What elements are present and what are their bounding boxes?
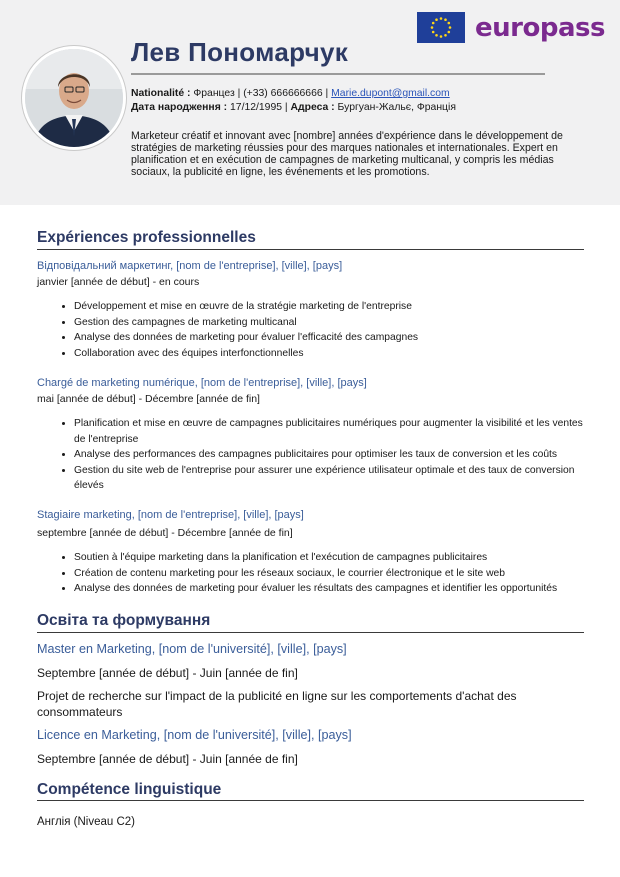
job-title: Відповідальний маркетинг, [nom de l'entreprise], [ville], [pays]	[37, 260, 343, 272]
candidate-name: Лев Пономарчук	[131, 37, 349, 67]
experience-section-title: Expériences professionnelles	[37, 229, 256, 246]
eu-flag-icon	[417, 12, 465, 43]
email-link[interactable]: Marie.dupont@gmail.com	[331, 88, 450, 99]
list-item: • Création de contenu marketing pour les réseaux sociaux, le courrier électronique et le site web	[74, 566, 584, 582]
profile-summary: Marketeur créatif et innovant avec [nombre] années d'expérience dans le développement de stratégies de marketing réussies pour des marques nationales et internationales. Expert en planification et en exécution de campagnes de marketing multicanal, y compris les médias sociaux, la publicité en ligne, les événements et les promotions.	[131, 130, 563, 178]
contact-line-2: Дата народження : 17/12/1995 | Адреса : Бургуан-Жальє, Франція	[131, 102, 456, 113]
education-title: Licence en Marketing, [nom de l'université], [ville], [pays]	[37, 728, 352, 742]
birth-value: 17/12/1995	[230, 102, 283, 113]
job-dates: septembre [année de début] - Décembre [année de fin]	[37, 527, 293, 539]
languages-section-title: Compétence linguistique	[37, 781, 222, 798]
experience-divider	[37, 249, 584, 250]
europass-wordmark: europass	[475, 12, 605, 43]
name-divider	[131, 73, 545, 75]
list-item: • Analyse des données de marketing pour évaluer l'efficacité des campagnes	[74, 330, 584, 346]
education-title: Master en Marketing, [nom de l'université], [ville], [pays]	[37, 642, 347, 656]
job-dates: mai [année de début] - Décembre [année de fin]	[37, 393, 260, 405]
education-section-title: Освіта та формування	[37, 612, 211, 629]
europass-logo	[417, 12, 605, 43]
contact-line-1: Nationalité : Францез | (+33) 666666666 | Marie.dupont@gmail.com	[131, 88, 450, 99]
job-dates: janvier [année de début] - en cours	[37, 276, 200, 288]
job-bullet-list	[56, 550, 584, 597]
list-item: • Collaboration avec des équipes interfonctionnelles	[74, 346, 584, 362]
birth-label: Дата народження :	[131, 102, 228, 113]
phone-value: (+33) 666666666	[243, 88, 323, 99]
list-item: • Gestion des campagnes de marketing multicanal	[74, 315, 584, 331]
nationality-label: Nationalité :	[131, 88, 191, 99]
job-bullet-list	[56, 416, 584, 494]
contact-info	[131, 87, 456, 115]
job-bullet-list	[56, 299, 584, 361]
nationality-value: Францез	[193, 88, 235, 99]
education-dates: Septembre [année de début] - Juin [année de fin]	[37, 666, 298, 680]
list-item: • Soutien à l'équipe marketing dans la planification et l'exécution de campagnes publicitaires	[74, 550, 584, 566]
list-item: • Planification et mise en œuvre de campagnes publicitaires numériques pour augmenter la visibilité et les ventes de l'entreprise	[74, 416, 584, 447]
education-dates: Septembre [année de début] - Juin [année de fin]	[37, 752, 298, 766]
education-description: Projet de recherche sur l'impact de la publicité en ligne sur les comportements d'achat des consommateurs	[37, 689, 517, 719]
job-title: Stagiaire marketing, [nom de l'entreprise], [ville], [pays]	[37, 509, 304, 521]
job-title: Chargé de marketing numérique, [nom de l'entreprise], [ville], [pays]	[37, 377, 367, 389]
list-item: • Analyse des performances des campagnes publicitaires pour optimiser les taux de conversion et les coûts	[74, 447, 584, 463]
profile-photo	[22, 46, 126, 150]
education-divider	[37, 632, 584, 633]
address-value: Бургуан-Жальє, Франція	[337, 102, 456, 113]
languages-divider	[37, 800, 584, 801]
list-item: • Analyse des données de marketing pour évaluer les résultats des campagnes et identifier les opportunités	[74, 581, 584, 597]
list-item: • Développement et mise en œuvre de la stratégie marketing de l'entreprise	[74, 299, 584, 315]
address-label: Адреса :	[290, 102, 335, 113]
list-item: • Gestion du site web de l'entreprise pour assurer une expérience utilisateur optimale et des taux de conversion élevés	[74, 463, 584, 494]
language-item: Англія (Niveau C2)	[37, 816, 136, 828]
